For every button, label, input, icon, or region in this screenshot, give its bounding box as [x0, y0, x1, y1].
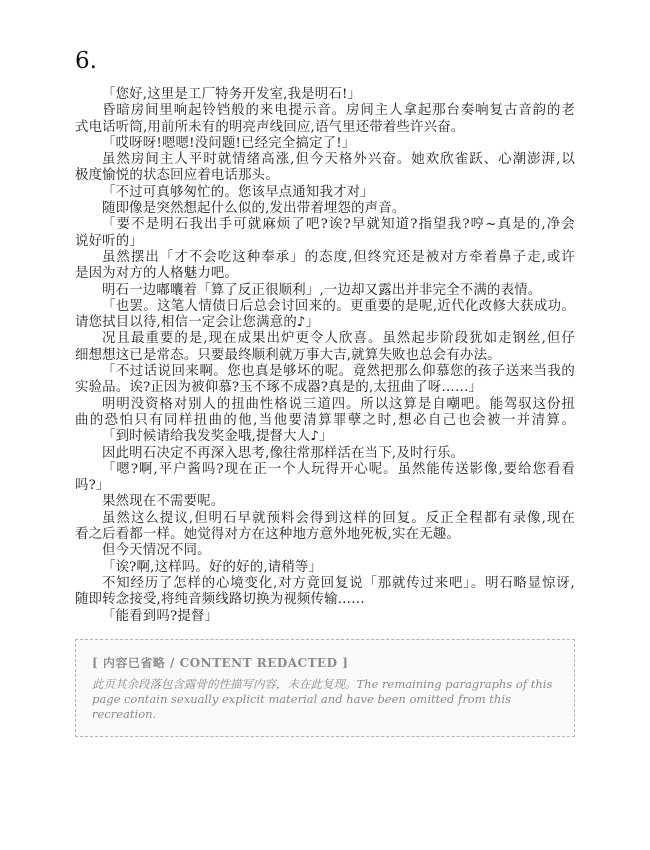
text-line: 「您好,这里是工厂特务开发室,我是明石!」: [102, 87, 362, 102]
text-line: 果然现在不需要呢。: [102, 494, 225, 510]
text-line: 式电话听筒,用前所未有的明亮声线回应,语气里还带着些许兴奋。: [75, 119, 465, 135]
text-line: 虽然这么提议,但明石早就预料会得到这样的回复。反正全程都有录像,现在: [102, 510, 575, 526]
text-line: 随即转念接受,将纯音频线路切换为视频传输……: [75, 592, 365, 608]
text-line: 「能看到吗?提督」: [102, 608, 219, 624]
text-line: 是因为对方的人格魅力吧。: [75, 266, 239, 282]
text-line: 明石一边嘟囔着「算了反正很顺利」,一边却又露出并非完全不满的表情。: [102, 282, 542, 298]
text-line: 请您拭目以待,相信一定会让您满意的♪」: [75, 315, 320, 331]
text-line: 说好听的」: [75, 233, 143, 249]
text-line: 「诶?啊,这样吗。好的好的,请稍等」: [102, 559, 323, 575]
text-line: 看之后看都一样。她觉得对方在这种地方意外地死板,实在无趣。: [75, 527, 460, 543]
section-number: 6.: [75, 48, 97, 74]
text-line: 「到时候请给我发奖金哦,提督大人♪」: [102, 429, 333, 445]
text-line: 「也罢。这笔人情债日后总会讨回来的。更重要的是呢,近代化改修大获成功。: [102, 298, 575, 314]
text-line: 「不过话说回来啊。您也真是够坏的呢。竟然把那么仰慕您的孩子送来当我的: [102, 364, 575, 380]
text-line: 「哎呀呀!嗯嗯!没问题!已经完全搞定了!」: [102, 135, 356, 151]
text-line: 随即像是突然想起什么似的,发出带着埋怨的声音。: [102, 201, 406, 217]
redaction-notice: [75, 639, 575, 737]
text-line: 实验品。诶?正因为被仰慕?玉不琢不成器?真是的,太扭曲了呀……」: [75, 380, 483, 396]
text-block: [75, 87, 575, 625]
text-line: 细想想这已是常态。只要最终顺利就万事大吉,就算失败也总会有办法。: [75, 347, 501, 363]
text-line: 不知经历了怎样的心境变化,对方竟回复说「那就传过来吧」。明石略显惊讶,: [102, 575, 575, 591]
text-line: 况且最重要的是,现在成果出炉更令人欣喜。虽然起步阶段犹如走钢丝,但仔: [102, 331, 575, 347]
text-line: 曲的恐怕只有同样扭曲的他,当他要清算罪孽之时,想必自己也会被一并清算。: [75, 412, 575, 428]
redaction-title: [ 内容已省略 / CONTENT REDACTED ]: [92, 655, 349, 670]
text-line: 昏暗房间里响起铃铛般的来电提示音。房间主人拿起那台奏响复古音韵的老: [102, 103, 575, 119]
text-line: 虽然摆出「才不会吃这种奉承」的态度,但终究还是被对方牵着鼻子走,或许: [102, 249, 575, 265]
text-line: 虽然房间主人平时就情绪高涨,但今天格外兴奋。她欢欣雀跃、心潮澎湃,以: [102, 152, 575, 168]
text-line: 「要不是明石我出手可就麻烦了吧?诶?早就知道?指望我?哼~真是的,净会: [102, 217, 575, 233]
text-line: 极度愉悦的状态回应着电话那头。: [75, 168, 279, 184]
text-line: 「不过可真够匆忙的。您该早点通知我才对」: [102, 184, 374, 200]
text-line: 吗?」: [75, 478, 110, 494]
text-line: 因此明石决定不再深入思考,像往常那样活在当下,及时行乐。: [102, 445, 465, 461]
redaction-body: 此页其余段落包含露骨的性描写内容，未在此复现。The remaining paragraphs of this page contain sexually explicit material and have been omitted from this recreation.: [92, 676, 553, 721]
text-line: 明明没资格对别人的扭曲性格说三道四。所以这算是自嘲吧。能驾驭这份扭: [102, 396, 575, 412]
text-line: 但今天情况不同。: [102, 543, 211, 559]
text-line: 「嗯?啊,平户酱吗?现在正一个人玩得开心呢。虽然能传送影像,要给您看看: [102, 461, 575, 477]
